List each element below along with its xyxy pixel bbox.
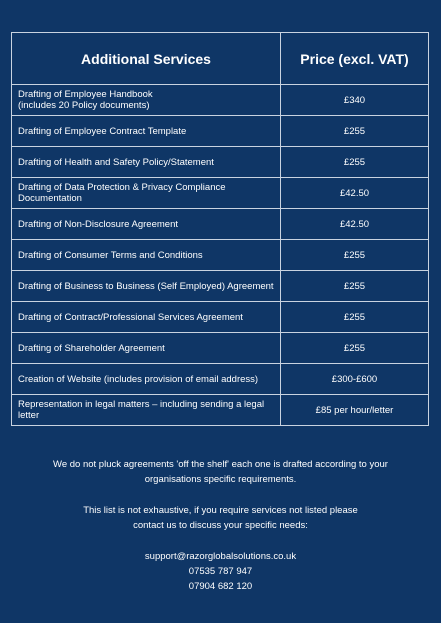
- note-line: contact us to discuss your specific needs:: [133, 520, 308, 531]
- header-service: Additional Services: [12, 33, 281, 85]
- service-price: £42.50: [281, 209, 429, 240]
- service-name: Drafting of Data Protection & Privacy Compliance Documentation: [12, 178, 281, 209]
- note-line: We do not pluck agreements 'off the shelf' each one is drafted according to your: [53, 459, 388, 470]
- service-name: Drafting of Non-Disclosure Agreement: [12, 209, 281, 240]
- contact-phone[interactable]: 07535 787 947: [188, 566, 253, 577]
- service-name: Drafting of Shareholder Agreement: [12, 333, 281, 364]
- service-price: £255: [281, 147, 429, 178]
- service-price: £300-£600: [281, 364, 429, 395]
- service-name: Drafting of Consumer Terms and Conditions: [12, 240, 281, 271]
- table-row: [12, 209, 429, 240]
- table-row: [12, 240, 429, 271]
- service-name: Drafting of Employee Contract Template: [12, 116, 281, 147]
- table-row: [12, 178, 429, 209]
- header-price: Price (excl. VAT): [281, 33, 429, 85]
- notes-block: [20, 457, 421, 594]
- service-name: Creation of Website (includes provision of email address): [12, 364, 281, 395]
- table-row: [12, 395, 429, 426]
- table-row: [12, 271, 429, 302]
- service-name: Drafting of Contract/Professional Services Agreement: [12, 302, 281, 333]
- service-name: Drafting of Employee Handbook (includes 20 Policy documents): [12, 85, 281, 116]
- services-price-table: [11, 32, 429, 426]
- table-header-row: [12, 33, 429, 85]
- table-row: [12, 302, 429, 333]
- table-row: [12, 147, 429, 178]
- table-row: [12, 116, 429, 147]
- service-name: Representation in legal matters – including sending a legal letter: [12, 395, 281, 426]
- table-row: [12, 333, 429, 364]
- service-name: Drafting of Business to Business (Self Employed) Agreement: [12, 271, 281, 302]
- table-row: [12, 364, 429, 395]
- service-price: £255: [281, 271, 429, 302]
- service-price: £255: [281, 302, 429, 333]
- service-price: £42.50: [281, 178, 429, 209]
- contact-email[interactable]: support@razorglobalsolutions.co.uk: [144, 551, 297, 562]
- service-price: £255: [281, 116, 429, 147]
- service-price: £340: [281, 85, 429, 116]
- service-price: £255: [281, 240, 429, 271]
- service-price: £85 per hour/letter: [281, 395, 429, 426]
- contact-phone[interactable]: 07904 682 120: [188, 581, 253, 592]
- note-line: This list is not exhaustive, if you require services not listed please: [83, 505, 358, 516]
- note-line: organisations specific requirements.: [144, 474, 297, 485]
- table-row: [12, 85, 429, 116]
- service-name: Drafting of Health and Safety Policy/Statement: [12, 147, 281, 178]
- service-price: £255: [281, 333, 429, 364]
